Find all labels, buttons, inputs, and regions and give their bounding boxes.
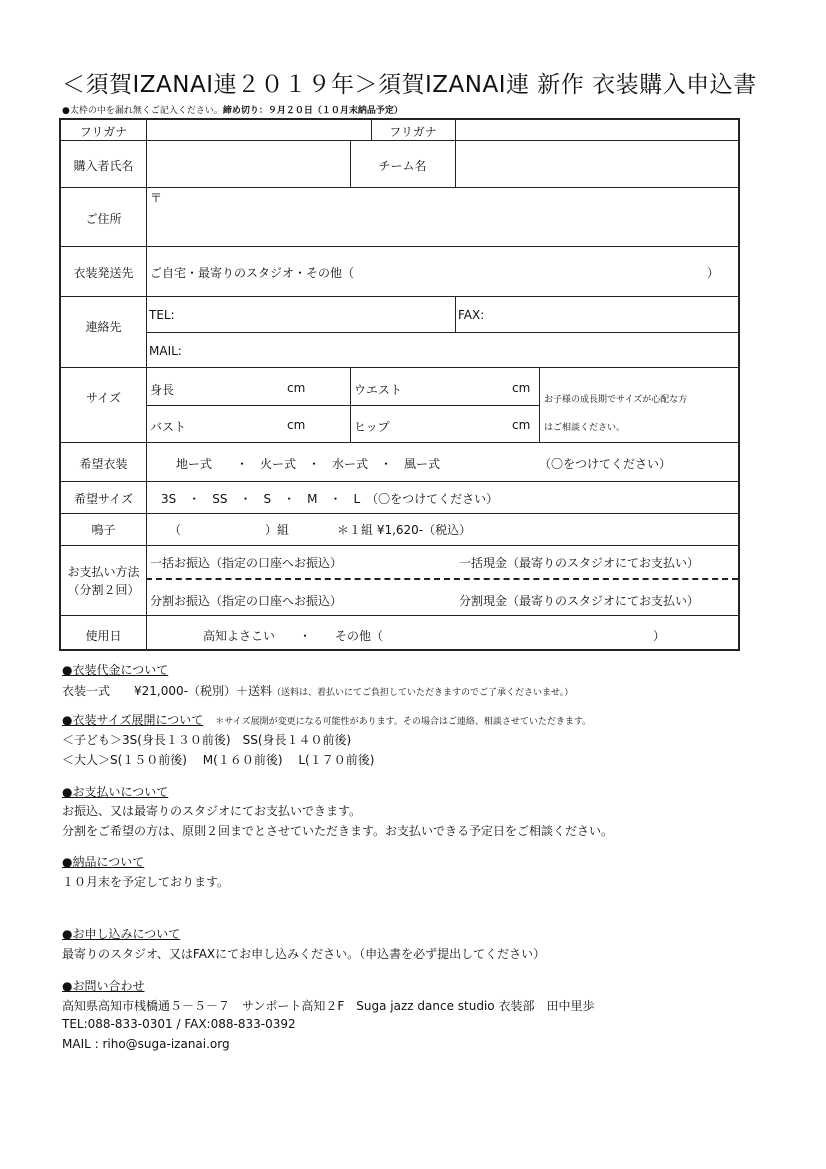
- pay-lump-transfer[interactable]: 一括お振込（指定の口座へお振込）: [150, 556, 343, 570]
- use-date-options[interactable]: 高知よさこい ・ その他（: [203, 629, 384, 643]
- tel-field[interactable]: [179, 298, 454, 331]
- contact-mail[interactable]: MAIL : riho@suga-izanai.org: [62, 1037, 230, 1051]
- delivery-heading: [62, 853, 144, 870]
- fee-line-main: 衣装一式 ¥21,000-（税別）＋送料: [62, 684, 272, 698]
- size-heading: [62, 711, 591, 728]
- ship-label: 衣装発送先: [73, 266, 134, 280]
- address-label: ご住所: [85, 212, 122, 226]
- size-note-line1: お子様の成長期でサイズが心配な方: [544, 395, 688, 405]
- pay-heading-text: ●お支払いについて: [62, 785, 169, 799]
- naruko-value[interactable]: （ ）組 ＊１組 ¥1,620-（税込）: [169, 523, 472, 537]
- payment-label: お支払い方法: [67, 565, 140, 579]
- delivery-heading-text: ●納品について: [62, 855, 145, 869]
- buyer-name-label: 購入者氏名: [73, 159, 134, 173]
- contact-address: 高知県高知市桟橋通５－５－７ サンポート高知２F Suga jazz dance studio 衣装部 田中里歩: [62, 999, 595, 1013]
- buyer-name-field[interactable]: [147, 141, 349, 186]
- apply-heading: [62, 925, 180, 942]
- costume-label: 希望衣装: [79, 457, 128, 471]
- size-note-line2: はご相談ください。: [544, 423, 626, 433]
- naruko-label: 鳴子: [91, 523, 116, 537]
- fill-instruction-text: ●太枠の中を漏れ無くご記入ください。: [62, 106, 223, 116]
- size-wish-options[interactable]: 3S ・ SS ・ S ・ M ・ L （〇をつけてください）: [161, 492, 499, 506]
- size-heading-text: ●衣装サイズ展開について: [62, 713, 204, 727]
- size-wish-label: 希望サイズ: [73, 492, 134, 506]
- buyer-furigana-field[interactable]: [147, 121, 370, 139]
- bust-unit: cm: [287, 418, 306, 432]
- bust-label: バスト: [150, 420, 187, 434]
- tel-label: TEL:: [149, 308, 175, 322]
- mail-field[interactable]: [186, 334, 738, 366]
- height-unit: cm: [287, 381, 306, 395]
- size-heading-note: ＊サイズ展開が変更になる可能性があります。その場合はご連絡、相談させていただきます。: [215, 717, 592, 727]
- deadline-text: 締め切り：９月２０日（１０月末納品予定）: [222, 106, 403, 116]
- pay-line-2: 分割をご希望の方は、原則２回までとさせていただきます。お支払いできる予定日をご相談ください。: [62, 824, 614, 838]
- contact-label: 連絡先: [85, 320, 122, 334]
- fee-heading-text: ●衣装代金について: [62, 663, 169, 677]
- pay-lump-cash[interactable]: 一括現金（最寄りのスタジオにてお支払い）: [459, 556, 700, 570]
- apply-line: 最寄りのスタジオ、又はFAXにてお申し込みください。（申込書を必ず提出してください）: [62, 947, 546, 961]
- apply-heading-text: ●お申し込みについて: [62, 927, 181, 941]
- pay-split-transfer[interactable]: 分割お振込（指定の口座へお振込）: [150, 594, 343, 608]
- contact-tel-fax: TEL:088-833-0301 / FAX:088-833-0392: [62, 1017, 296, 1031]
- costume-options[interactable]: 地ー式 ・ 火ー式 ・ 水ー式 ・ 風ー式: [176, 457, 441, 471]
- delivery-line: １０月末を予定しております。: [62, 875, 230, 889]
- ship-options[interactable]: ご自宅・最寄りのスタジオ・その他（: [150, 266, 355, 280]
- postal-mark: 〒: [150, 191, 163, 205]
- use-date-label: 使用日: [85, 629, 122, 643]
- ship-close-paren: ）: [707, 266, 720, 280]
- waist-unit: cm: [512, 381, 531, 395]
- pay-split-cash[interactable]: 分割現金（最寄りのスタジオにてお支払い）: [459, 594, 700, 608]
- hip-unit: cm: [512, 418, 531, 432]
- waist-label: ウエスト: [354, 383, 403, 397]
- fax-label: FAX:: [458, 308, 485, 322]
- size-adult-line: ＜大人＞S(１５０前後) M(１６０前後) L(１７０前後): [62, 753, 375, 767]
- furigana-label-2: フリガナ: [389, 125, 437, 139]
- use-date-close-paren: ）: [653, 629, 666, 643]
- size-kids-line: ＜子ども＞3S(身長１３０前後) SS(身長１４０前後): [62, 733, 352, 747]
- height-label: 身長: [150, 383, 175, 397]
- pay-heading: [62, 783, 168, 800]
- address-field[interactable]: [147, 188, 738, 245]
- form-title: ＜須賀IZANAI連２０１９年＞須賀IZANAI連 新作 衣装購入申込書: [62, 72, 757, 98]
- mail-label: MAIL:: [149, 344, 182, 358]
- fill-instruction: [62, 103, 403, 116]
- costume-hint: （〇をつけてください）: [539, 457, 672, 471]
- fee-heading: [62, 661, 168, 678]
- team-furigana-field[interactable]: [456, 121, 738, 139]
- contact-heading-text: ●お問い合わせ: [62, 979, 145, 993]
- team-name-label: チーム名: [378, 159, 427, 173]
- hip-label: ヒップ: [354, 420, 390, 434]
- contact-heading: [62, 977, 144, 994]
- fee-line-note: （送料は、着払いにてご負担していただきますのでご了承くださいませ。）: [271, 688, 574, 698]
- size-label: サイズ: [85, 391, 122, 405]
- pay-line-1: お振込、又は最寄りのスタジオにてお支払いできます。: [62, 804, 362, 818]
- application-form: [59, 118, 740, 651]
- furigana-label: フリガナ: [79, 125, 128, 139]
- fax-field[interactable]: [489, 298, 738, 331]
- team-name-field[interactable]: [456, 141, 738, 186]
- fee-line: [62, 682, 573, 699]
- payment-label-note: （分割２回）: [67, 583, 140, 597]
